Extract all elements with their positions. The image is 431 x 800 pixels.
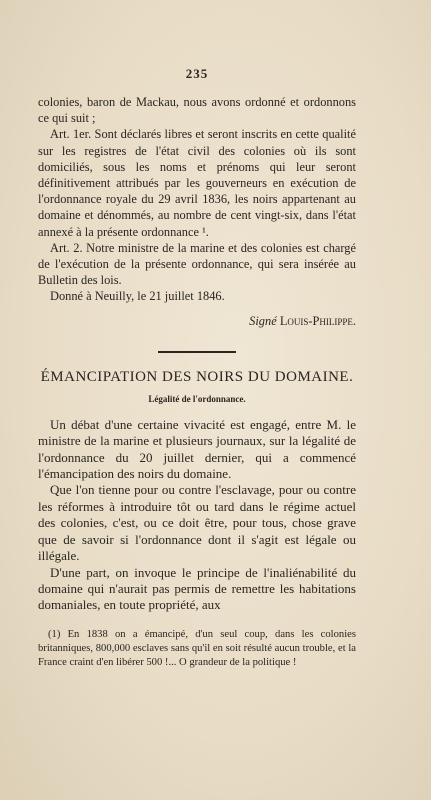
decree-paragraph: colonies, baron de Mackau, nous avons ordonné et ordonnons ce qui suit ;: [38, 95, 356, 126]
body-paragraph: Que l'on tienne pour ou contre l'esclavage, pour ou contre les réformes à introduire tôt ou tard dans le régime actuel des colonies, c'est, ou ce doit être, pour tous, chose grave que de savoir si l'ordonnance dont il s'agit est légale ou illégale.: [38, 482, 356, 564]
footnote: [38, 628, 356, 670]
decree-paragraph: Art. 2. Notre ministre de la marine et des colonies est chargé de l'exécution de la présente ordonnance, qui sera insérée au Bulletin des lois.: [38, 240, 356, 288]
decree-paragraph: Donné à Neuilly, le 21 juillet 1846.: [50, 289, 225, 304]
signed-label: Signé: [249, 313, 277, 328]
signed-name: Louis-Philippe.: [279, 313, 356, 328]
decree-paragraph: Art. 1er. Sont déclarés libres et seront inscrits en cette qualité sur les registres de l'état civil des colonies où ils sont domiciliés, sous les noms et prénoms qui leur seront définitivement attribués par les gouverneurs en exécution de l'ordonnance royale du 29 avril 1836, les noirs appartenant au domaine et dénommés, au nombre de cent vingt-six, dans l'état annexé à la présente ordonnance ¹.: [38, 127, 356, 239]
section-subtitle: Légalité de l'ordonnance.: [148, 393, 246, 404]
section-title: ÉMANCIPATION DES NOIRS DU DOMAINE.: [40, 368, 354, 385]
page-number: 235: [185, 66, 209, 81]
section-divider: [158, 351, 236, 353]
signature-line: [38, 313, 356, 329]
decree-text: [38, 94, 356, 305]
page-text-block: [38, 66, 356, 670]
section-body: [38, 417, 356, 614]
footnote-text: (1) En 1838 on a émancipé, d'un seul coup, dans les colonies britanniques, 800,000 esclaves sans qu'il en soit résulté aucun trouble, et la France craint d'en libérer 500 !... O grandeur de la politique !: [38, 628, 356, 668]
body-paragraph: D'une part, on invoque le principe de l'inaliénabilité du domaine qui n'aurait pas permis de remettre les habitations domaniales, en toute propriété, aux: [38, 564, 356, 613]
body-paragraph: Un débat d'une certaine vivacité est engagé, entre M. le ministre de la marine et plusieurs journaux, sur la légalité de l'ordonnance du 20 juillet dernier, qui a commencé l'émancipation des noirs du domaine.: [38, 416, 356, 482]
